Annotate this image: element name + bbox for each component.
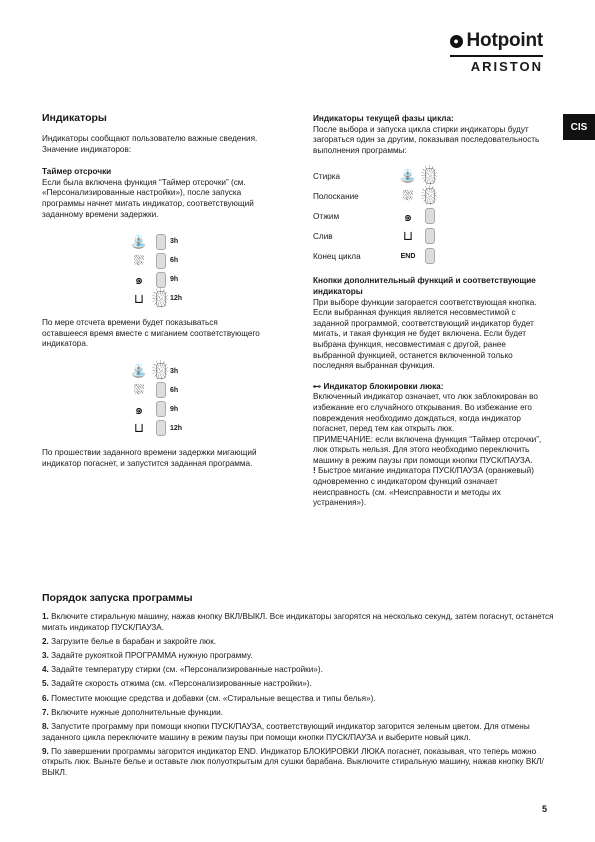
phase-title: Индикаторы текущей фазы цикла: — [313, 114, 454, 123]
phase-text: После выбора и запуска цикла стирки индикаторы будут загораться один за другим, показывая последовательность выполнения программы: — [313, 124, 540, 155]
step-item: 6. Поместите моющие средства и добавки (см. «Стиральные вещества и типы белья»). — [42, 693, 376, 703]
wash-icon: ⛲ — [130, 363, 148, 379]
led — [425, 208, 435, 224]
step-item: 2. Загрузите белье в барабан и закройте люк. — [42, 636, 217, 646]
step-item: 3. Задайте рукояткой ПРОГРАММА нужную программу. — [42, 650, 253, 660]
lock-text: Включенный индикатор означает, что люк заблокирован во избежание его случайного открывания. Во избежание его повреждения необходимо дождаться, когда индикатор погаснет, перед тем как открыть люк. — [313, 392, 538, 434]
led-blinking — [156, 291, 166, 307]
rinse-icon: ⛆ — [133, 382, 145, 398]
indicators-intro: Индикаторы сообщают пользователю важные сведения. Значение индикаторов: — [42, 134, 258, 154]
drain-icon: ⊔ — [402, 228, 414, 244]
phase-label: Стирка — [313, 171, 341, 181]
spin-icon: ๑ — [134, 401, 144, 417]
start-steps — [42, 612, 556, 782]
extra-text: При выборе функции загорается соответствующая кнопка. Если выбранная функция является несовместимой с заданной программой, соответствующий индикатор будет мигать, и такая функция не будет включена. Если будет выбрана функция, несовместимая с другой, ранее выбранной функцией, останется включенной только последняя выбранная функция. — [313, 297, 537, 371]
timer-text-2: По мере отсчета времени будет показываться оставшееся время вместе с миганием соответствующего индикатора. — [42, 318, 260, 349]
indicators-section — [42, 112, 264, 469]
wash-icon: ⛲ — [130, 233, 148, 249]
warning-icon: ! — [313, 466, 319, 476]
rinse-icon: ⛆ — [133, 252, 145, 268]
page-number: 5 — [541, 804, 547, 814]
led-blinking — [425, 168, 435, 184]
timer-indicator-group-1: ⛲ 3h ⛆ 6h ๑ 9h ⊔ 12h — [128, 232, 264, 308]
spin-icon: ๑ — [134, 272, 144, 288]
wash-icon: ⛲ — [399, 168, 417, 184]
led — [425, 248, 435, 264]
spin-icon: ๑ — [403, 208, 413, 224]
phase-label: Конец цикла — [313, 251, 361, 261]
start-title: Порядок запуска программы — [42, 592, 193, 604]
brand-logo: ● Hotpoint ARISTON — [450, 30, 543, 74]
phase-label: Слив — [313, 231, 333, 241]
drain-icon: ⊔ — [133, 290, 145, 306]
step-item: 4. Задайте температуру стирки (см. «Персонализированные настройки»). — [42, 665, 323, 675]
timer-text-1: Если была включена функция “Таймер отсрочки” (см. «Персонализированные настройки»), после запуска программы начнет мигать индикатор, соответствующий заданному времени задержки. — [42, 177, 254, 219]
region-tab: CIS — [563, 114, 595, 140]
brand-sub: ARISTON — [450, 55, 543, 74]
key-icon: ⊷ — [313, 381, 324, 391]
timer-title: Таймер отсрочки — [42, 167, 112, 177]
phase-section — [313, 114, 548, 509]
led — [156, 253, 166, 269]
phase-label: Отжим — [313, 211, 340, 221]
hotpoint-mark-icon: ● — [450, 35, 463, 48]
led — [425, 228, 435, 244]
lock-warn: ! Быстрое мигание индикатора ПУСК/ПАУЗА (оранжевый) одновременно с индикатором функций означает неисправность (см. «Неисправности и методы их устранения»). — [313, 466, 534, 508]
rinse-icon: ⛆ — [402, 188, 414, 204]
lock-title: ⊷ Индикатор блокировки люка: — [313, 381, 444, 391]
led — [156, 420, 166, 436]
step-item: 7. Включите нужные дополнительные функции. — [42, 707, 223, 717]
led — [156, 234, 166, 250]
led-blinking — [425, 188, 435, 204]
step-item: 5. Задайте скорость отжима (см. «Персонализированные настройки»). — [42, 679, 312, 689]
step-item: 8. Запустите программу при помощи кнопки ПУСК/ПАУЗА, соответствующий индикатор загорится зеленым цветом. Для отмены заданного цикла переключите машину в режим паузы при помощи кнопки ПУСК/ПАУЗА и выберите новый цикл. — [42, 721, 530, 742]
timer-text-3: По прошествии заданного времени задержки мигающий индикатор погаснет, и запустится заданная программа. — [42, 447, 257, 468]
phase-label: Полоскание — [313, 191, 359, 201]
phase-indicators — [313, 166, 548, 266]
end-icon: END — [400, 252, 416, 260]
lock-note: ПРИМЕЧАНИЕ: если включена функция “Таймер отсрочки”, люк открыть нельзя. Для этого необходимо переключить машину в режим паузы при помощи кнопки ПУСК/ПАУЗА. — [313, 434, 542, 465]
indicators-title: Индикаторы — [42, 112, 107, 124]
step-item: 1. Включите стиральную машину, нажав кнопку ВКЛ/ВЫКЛ. Все индикаторы загорятся на несколько секунд, затем погаснут, останется мигать индикатор ПУСК/ПАУЗА. — [42, 612, 554, 632]
extra-title: Кнопки дополнительный функций и соответствующие индикаторы — [313, 276, 536, 296]
led-blinking — [156, 363, 166, 379]
step-item: 9. По завершении программы загорится индикатор END. Индикатор БЛОКИРОВКИ ЛЮКА погаснет, показывая, что теперь можно открыть люк. Выньте белье и оставьте люк полуоткрытым для сушки барабана. Выключите стиральную машину, нажав кнопку ВКЛ/ВЫКЛ. — [42, 746, 544, 777]
led — [156, 272, 166, 288]
led — [156, 382, 166, 398]
led — [156, 401, 166, 417]
timer-indicator-group-2: ⛲ 3h ⛆ 6h ๑ 9h ⊔ 12h — [128, 362, 264, 438]
drain-icon: ⊔ — [133, 420, 145, 436]
